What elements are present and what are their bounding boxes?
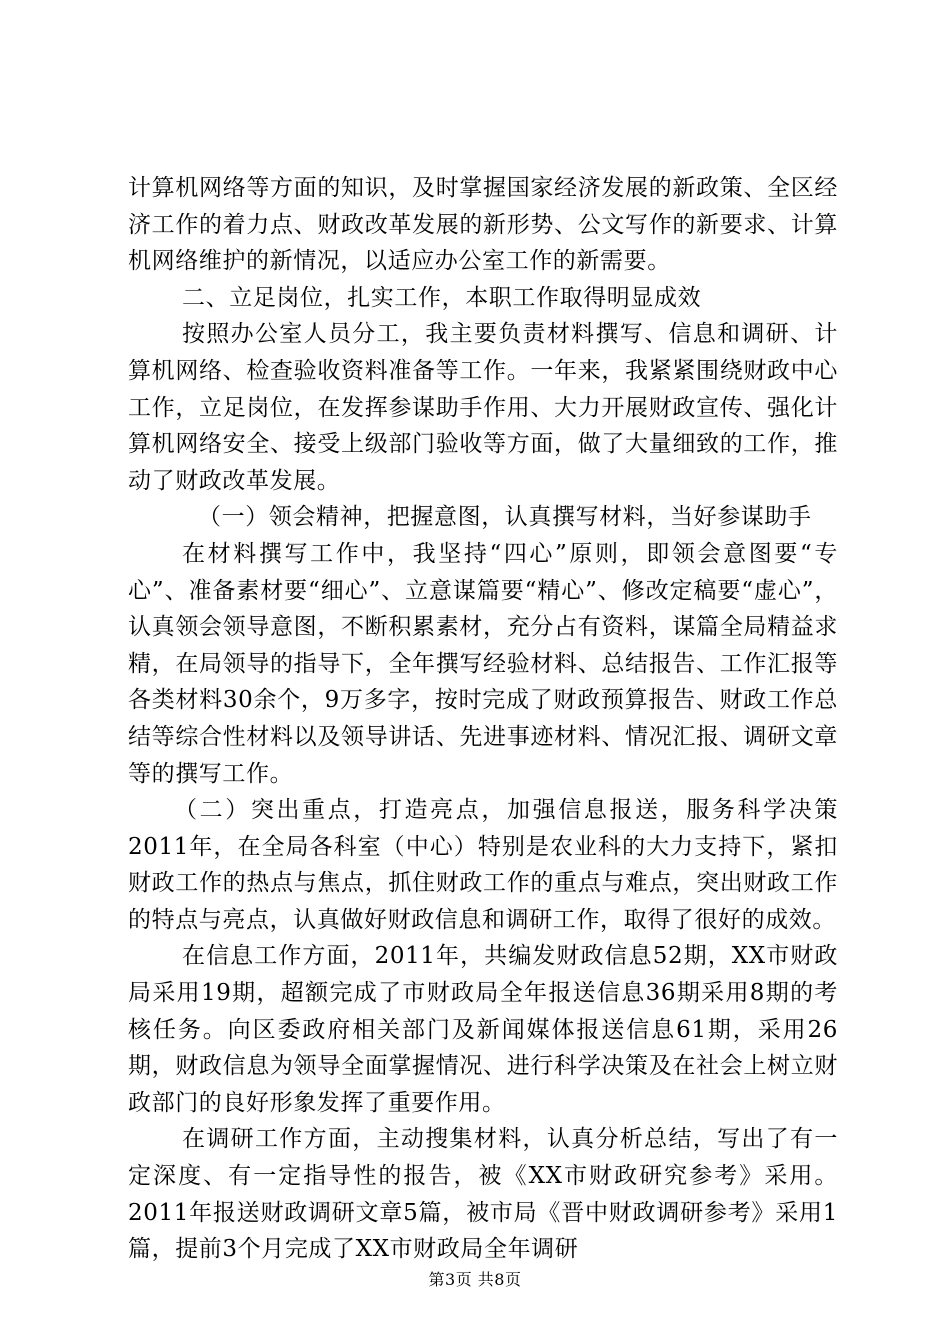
section-heading: 二、立足岗位，扎实工作，本职工作取得明显成效 xyxy=(182,284,702,311)
paragraph-continuation: 计算机网络等方面的知识，及时掌握国家经济发展的新政策、全区经济工作的着力点、财政改革发展的新形势、公文写作的新要求、计算机网络维护的新情况，以适应办公室工作的新需要。 xyxy=(128,175,838,275)
paragraph-research-work: 在调研工作方面，主动搜集材料，认真分析总结，写出了有一定深度、有一定指导性的报告，被《XX市财政研究参考》采用。2011年报送财政调研文章5篇，被市局《晋中财政调研参考》采用1篇，提前3个月完成了XX市财政局全年调研 xyxy=(128,1126,838,1263)
subsection-heading-two: （二）突出重点，打造亮点，加强信息报送，服务科学决策2011年，在全局各科室（中心）特别是农业科的大力支持下，紧扣财政工作的热点与焦点，抓住财政工作的重点与难点，突出财政工作的特点与亮点，认真做好财政信息和调研工作，取得了很好的成效。 xyxy=(128,797,838,933)
paragraph-overview: 按照办公室人员分工，我主要负责材料撰写、信息和调研、计算机网络、检查验收资料准备等工作。一年来，我紧紧围绕财政中心工作，立足岗位，在发挥参谋助手作用、大力开展财政宣传、强化计算机网络安全、接受上级部门验收等方面，做了大量细致的工作，推动了财政改革发展。 xyxy=(128,321,838,494)
subsection-heading-one: （一）领会精神，把握意图，认真撰写材料，当好参谋助手 xyxy=(198,504,812,531)
paragraph-information-work: 在信息工作方面，2011年，共编发财政信息52期，XX市财政局采用19期，超额完成了市财政局全年报送信息36期采用8期的考核任务。向区委政府相关部门及新闻媒体报送信息61期，采用26期，财政信息为领导全面掌握情况、进行科学决策及在社会上树立财政部门的良好形象发挥了重要作用。 xyxy=(128,943,838,1116)
page-number-footer: 第3页 共8页 xyxy=(428,1270,522,1289)
paragraph-material-writing: 在材料撰写工作中，我坚持“四心”原则，即领会意图要“专心”、准备素材要“细心”、立意谋篇要“精心”、修改定稿要“虚心”，认真领会领导意图，不断积累素材，充分占有资料，谋篇全局精益求精，在局领导的指导下，全年撰写经验材料、总结报告、工作汇报等各类材料30余个，9万多字，按时完成了财政预算报告、财政工作总结等综合性材料以及领导讲话、先进事迹材料、情况汇报、调研文章等的撰写工作。 xyxy=(128,540,838,787)
document-body xyxy=(128,170,838,1268)
